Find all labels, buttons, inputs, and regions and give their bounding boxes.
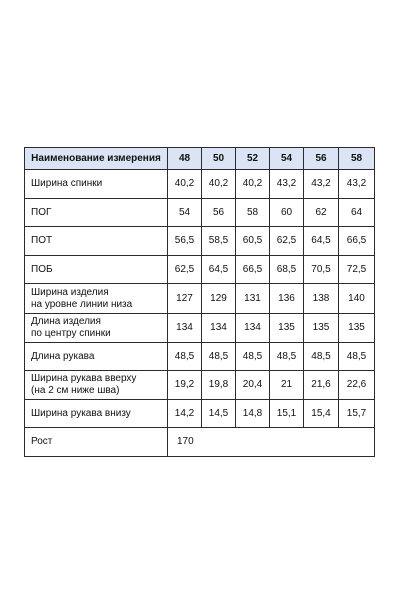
cell-value: 134 <box>202 314 236 343</box>
cell-value: 14,5 <box>202 400 236 428</box>
cell-value: 58 <box>236 199 270 227</box>
row-name-line-2: (на 2 см ниже шва) <box>31 385 120 396</box>
size-chart-table <box>24 147 375 457</box>
cell-value: 64,5 <box>304 227 339 256</box>
table-row <box>25 314 375 343</box>
cell-value: 48,5 <box>270 343 304 371</box>
cell-value: 131 <box>236 284 270 314</box>
table-row <box>25 400 375 428</box>
cell-value: 58,5 <box>202 227 236 256</box>
cell-value: 14,8 <box>236 400 270 428</box>
table-row <box>25 284 375 314</box>
cell-value: 56 <box>202 199 236 227</box>
cell-value: 136 <box>270 284 304 314</box>
row-name-line-2: на уровне линии низа <box>31 298 133 310</box>
table-row <box>25 371 375 400</box>
cell-value: 43,2 <box>304 170 339 199</box>
table-row <box>25 343 375 371</box>
header-size-52: 52 <box>236 148 270 170</box>
cell-value: 15,7 <box>339 400 375 428</box>
header-measurement-name: Наименование измерения <box>25 148 168 170</box>
cell-value: 140 <box>339 284 375 314</box>
cell-value: 64 <box>339 199 375 227</box>
cell-value: 21,6 <box>304 371 339 400</box>
row-name-line-2: по центру спинки <box>31 328 111 339</box>
cell-value: 129 <box>202 284 236 314</box>
header-size-56: 56 <box>304 148 339 170</box>
cell-value: 68,5 <box>270 256 304 284</box>
cell-value: 60 <box>270 199 304 227</box>
row-name <box>25 314 168 343</box>
cell-value: 40,2 <box>236 170 270 199</box>
cell-value: 138 <box>304 284 339 314</box>
cell-value: 14,2 <box>168 400 202 428</box>
row-name-line-1: Длина изделия <box>31 316 101 327</box>
cell-value: 40,2 <box>168 170 202 199</box>
cell-value: 48,5 <box>236 343 270 371</box>
cell-value: 48,5 <box>304 343 339 371</box>
table-row <box>25 227 375 256</box>
height-value: 170 <box>168 428 375 457</box>
row-name-line-1: Ширина рукава вверху <box>31 373 137 384</box>
cell-value: 134 <box>168 314 202 343</box>
row-name: Ширина спинки <box>25 170 168 199</box>
cell-value: 20,4 <box>236 371 270 400</box>
cell-value: 15,1 <box>270 400 304 428</box>
table-row <box>25 170 375 199</box>
row-name <box>25 371 168 400</box>
cell-value: 15,4 <box>304 400 339 428</box>
header-row <box>25 148 375 170</box>
header-size-50: 50 <box>202 148 236 170</box>
header-size-48: 48 <box>168 148 202 170</box>
cell-value: 19,2 <box>168 371 202 400</box>
cell-value: 48,5 <box>202 343 236 371</box>
cell-value: 48,5 <box>168 343 202 371</box>
cell-value: 21 <box>270 371 304 400</box>
cell-value: 19,8 <box>202 371 236 400</box>
cell-value: 22,6 <box>339 371 375 400</box>
cell-value: 62,5 <box>168 256 202 284</box>
cell-value: 64,5 <box>202 256 236 284</box>
row-name: Рост <box>25 428 168 457</box>
cell-value: 40,2 <box>202 170 236 199</box>
cell-value: 43,2 <box>339 170 375 199</box>
cell-value: 70,5 <box>304 256 339 284</box>
cell-value: 62 <box>304 199 339 227</box>
table-row <box>25 256 375 284</box>
cell-value: 135 <box>304 314 339 343</box>
cell-value: 48,5 <box>339 343 375 371</box>
cell-value: 127 <box>168 284 202 314</box>
cell-value: 72,5 <box>339 256 375 284</box>
cell-value: 54 <box>168 199 202 227</box>
row-name: ПОГ <box>25 199 168 227</box>
row-name <box>25 284 168 314</box>
cell-value: 43,2 <box>270 170 304 199</box>
cell-value: 60,5 <box>236 227 270 256</box>
cell-value: 135 <box>339 314 375 343</box>
header-size-58: 58 <box>339 148 375 170</box>
height-row <box>25 428 375 457</box>
cell-value: 134 <box>236 314 270 343</box>
row-name-line-1: Ширина изделия <box>31 286 109 298</box>
cell-value: 62,5 <box>270 227 304 256</box>
cell-value: 135 <box>270 314 304 343</box>
cell-value: 56,5 <box>168 227 202 256</box>
cell-value: 66,5 <box>236 256 270 284</box>
header-size-54: 54 <box>270 148 304 170</box>
row-name: Ширина рукава внизу <box>25 400 168 428</box>
row-name: Длина рукава <box>25 343 168 371</box>
row-name: ПОТ <box>25 227 168 256</box>
cell-value: 66,5 <box>339 227 375 256</box>
table-row <box>25 199 375 227</box>
row-name: ПОБ <box>25 256 168 284</box>
